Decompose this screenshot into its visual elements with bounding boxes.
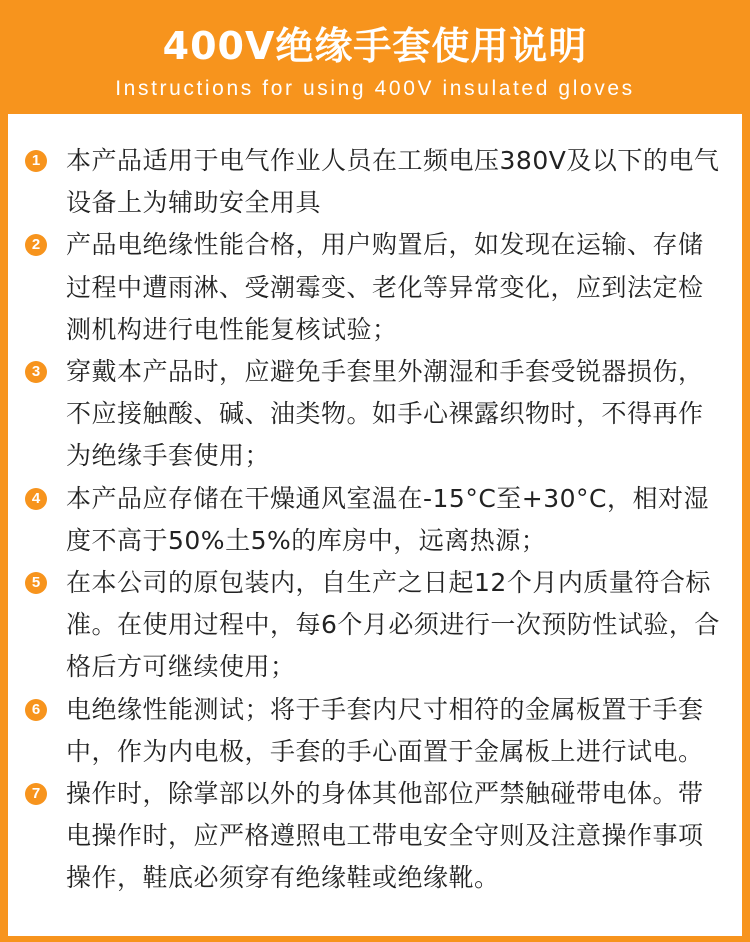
instruction-item-1 <box>8 140 742 224</box>
number-badge-icon: 1 <box>25 150 47 172</box>
instruction-list <box>8 140 742 900</box>
instruction-text: 本产品应存储在干燥通风室温在-15°C至+30°C，相对湿度不高于50%土5%的库房中，远离热源； <box>66 483 710 555</box>
instructions-panel <box>8 114 742 936</box>
number-badge-icon: 5 <box>25 572 47 594</box>
instruction-item-6 <box>8 689 742 773</box>
number-badge-icon: 4 <box>25 488 47 510</box>
instruction-item-3 <box>8 351 742 478</box>
instruction-item-7 <box>8 773 742 900</box>
instruction-text: 在本公司的原包装内，自生产之日起12个月内质量符合标准。在使用过程中，每6个月必须进行一次预防性试验，合格后方可继续使用； <box>66 568 720 682</box>
number-badge-icon: 7 <box>25 783 47 805</box>
number-badge-icon: 6 <box>25 699 47 721</box>
instruction-text: 本产品适用于电气作业人员在工频电压380V及以下的电气设备上为辅助安全用具 <box>66 146 720 218</box>
instruction-item-5 <box>8 562 742 689</box>
page-subtitle: Instructions for using 400V insulated gloves <box>115 77 635 100</box>
instruction-item-2 <box>8 224 742 351</box>
instruction-text: 穿戴本产品时，应避免手套里外潮湿和手套受锐器损伤，不应接触酸、碱、油类物。如手心裸露织物时，不得再作为绝缘手套使用； <box>66 357 704 471</box>
instruction-text: 电绝缘性能测试；将于手套内尺寸相符的金属板置于手套中，作为内电极，手套的手心面置于金属板上进行试电。 <box>66 694 704 766</box>
instruction-text: 操作时，除掌部以外的身体其他部位严禁触碰带电体。带电操作时，应严格遵照电工带电安全守则及注意操作事项操作，鞋底必须穿有绝缘鞋或绝缘靴。 <box>66 779 704 893</box>
header-banner <box>0 0 750 114</box>
number-badge-icon: 3 <box>25 361 47 383</box>
page-title: 400V绝缘手套使用说明 <box>162 24 588 68</box>
number-badge-icon: 2 <box>25 234 47 256</box>
instruction-text: 产品电绝缘性能合格，用户购置后，如发现在运输、存储过程中遭雨淋、受潮霉变、老化等异常变化，应到法定检测机构进行电性能复核试验； <box>66 230 704 344</box>
instruction-item-4 <box>8 478 742 562</box>
